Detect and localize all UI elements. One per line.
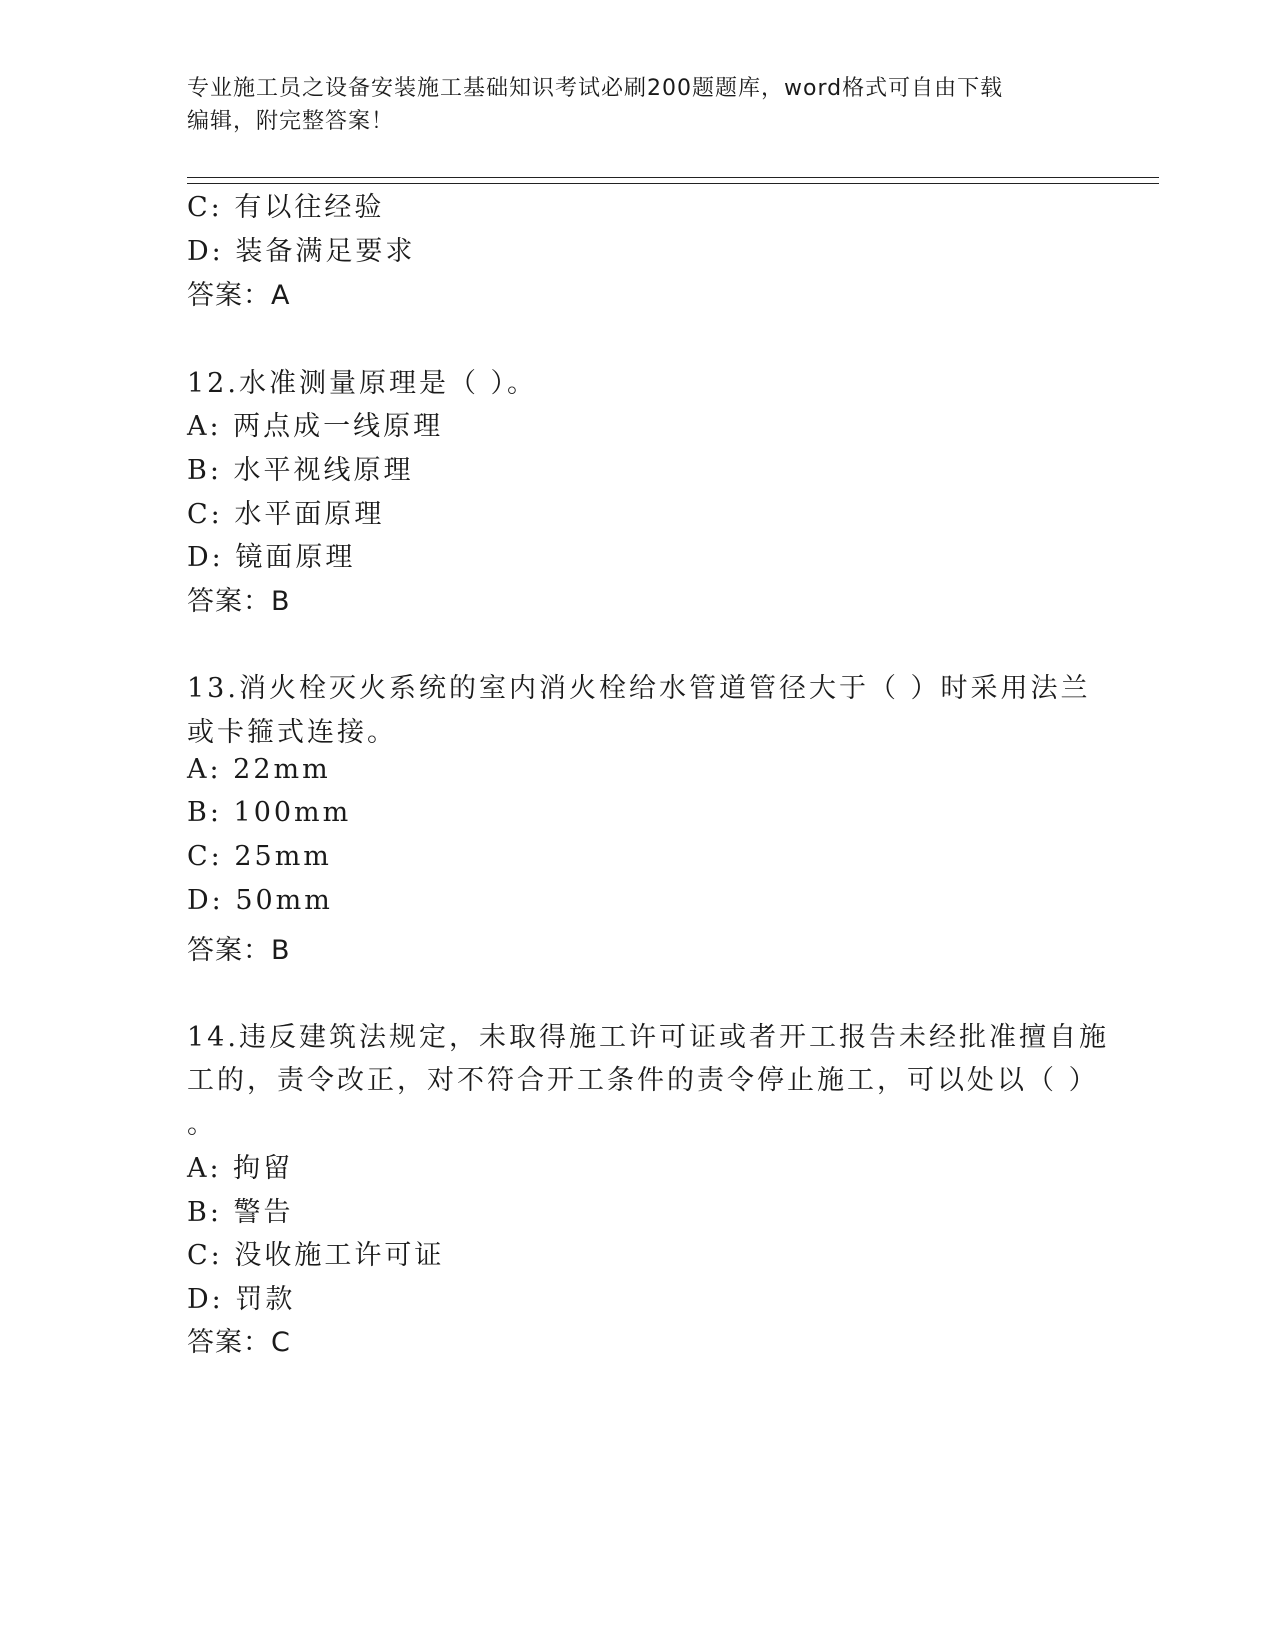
q12-option-d: D: 镜面原理 [187, 542, 356, 573]
q14-question-line-3: 。 [187, 1109, 217, 1140]
q12-question: 12.水准测量原理是（ ）。 [187, 368, 538, 399]
header-rule-top [187, 177, 1159, 178]
q13-question-line-2: 或卡箍式连接。 [187, 717, 397, 748]
q14-question-line-1: 14.违反建筑法规定，未取得施工许可证或者开工报告未经批准擅自施 [187, 1022, 1109, 1053]
q14-option-a: A: 拘留 [187, 1153, 294, 1184]
q12-option-c: C: 水平面原理 [187, 499, 385, 530]
q12-answer: 答案：B [187, 586, 291, 617]
q11-option-d: D: 装备满足要求 [187, 236, 416, 267]
q13-option-d: D: 50mm [187, 885, 333, 916]
document-header [187, 72, 1087, 138]
header-line-2: 编辑，附完整答案！ [187, 109, 395, 134]
q14-answer: 答案：C [187, 1327, 291, 1358]
q13-option-c: C: 25mm [187, 841, 332, 872]
q13-option-b: B: 100mm [187, 797, 352, 828]
q14-question-line-2: 工的，责令改正，对不符合开工条件的责令停止施工，可以处以（ ） [187, 1065, 1099, 1096]
q14-option-c: C: 没收施工许可证 [187, 1240, 445, 1271]
header-line-1: 专业施工员之设备安装施工基础知识考试必刷200题题库，word格式可自由下载 [187, 76, 1004, 101]
q11-answer: 答案：A [187, 280, 291, 311]
q14-option-b: B: 警告 [187, 1197, 294, 1228]
q12-option-a: A: 两点成一线原理 [187, 411, 444, 442]
q13-option-a: A: 22mm [187, 754, 331, 785]
q13-answer: 答案：B [187, 935, 291, 966]
header-rule-bottom [187, 183, 1159, 184]
q13-question-line-1: 13.消火栓灭火系统的室内消火栓给水管道管径大于（ ）时采用法兰 [187, 673, 1091, 704]
q11-option-c: C: 有以往经验 [187, 192, 385, 223]
q12-option-b: B: 水平视线原理 [187, 455, 414, 486]
q14-option-d: D: 罚款 [187, 1284, 296, 1315]
